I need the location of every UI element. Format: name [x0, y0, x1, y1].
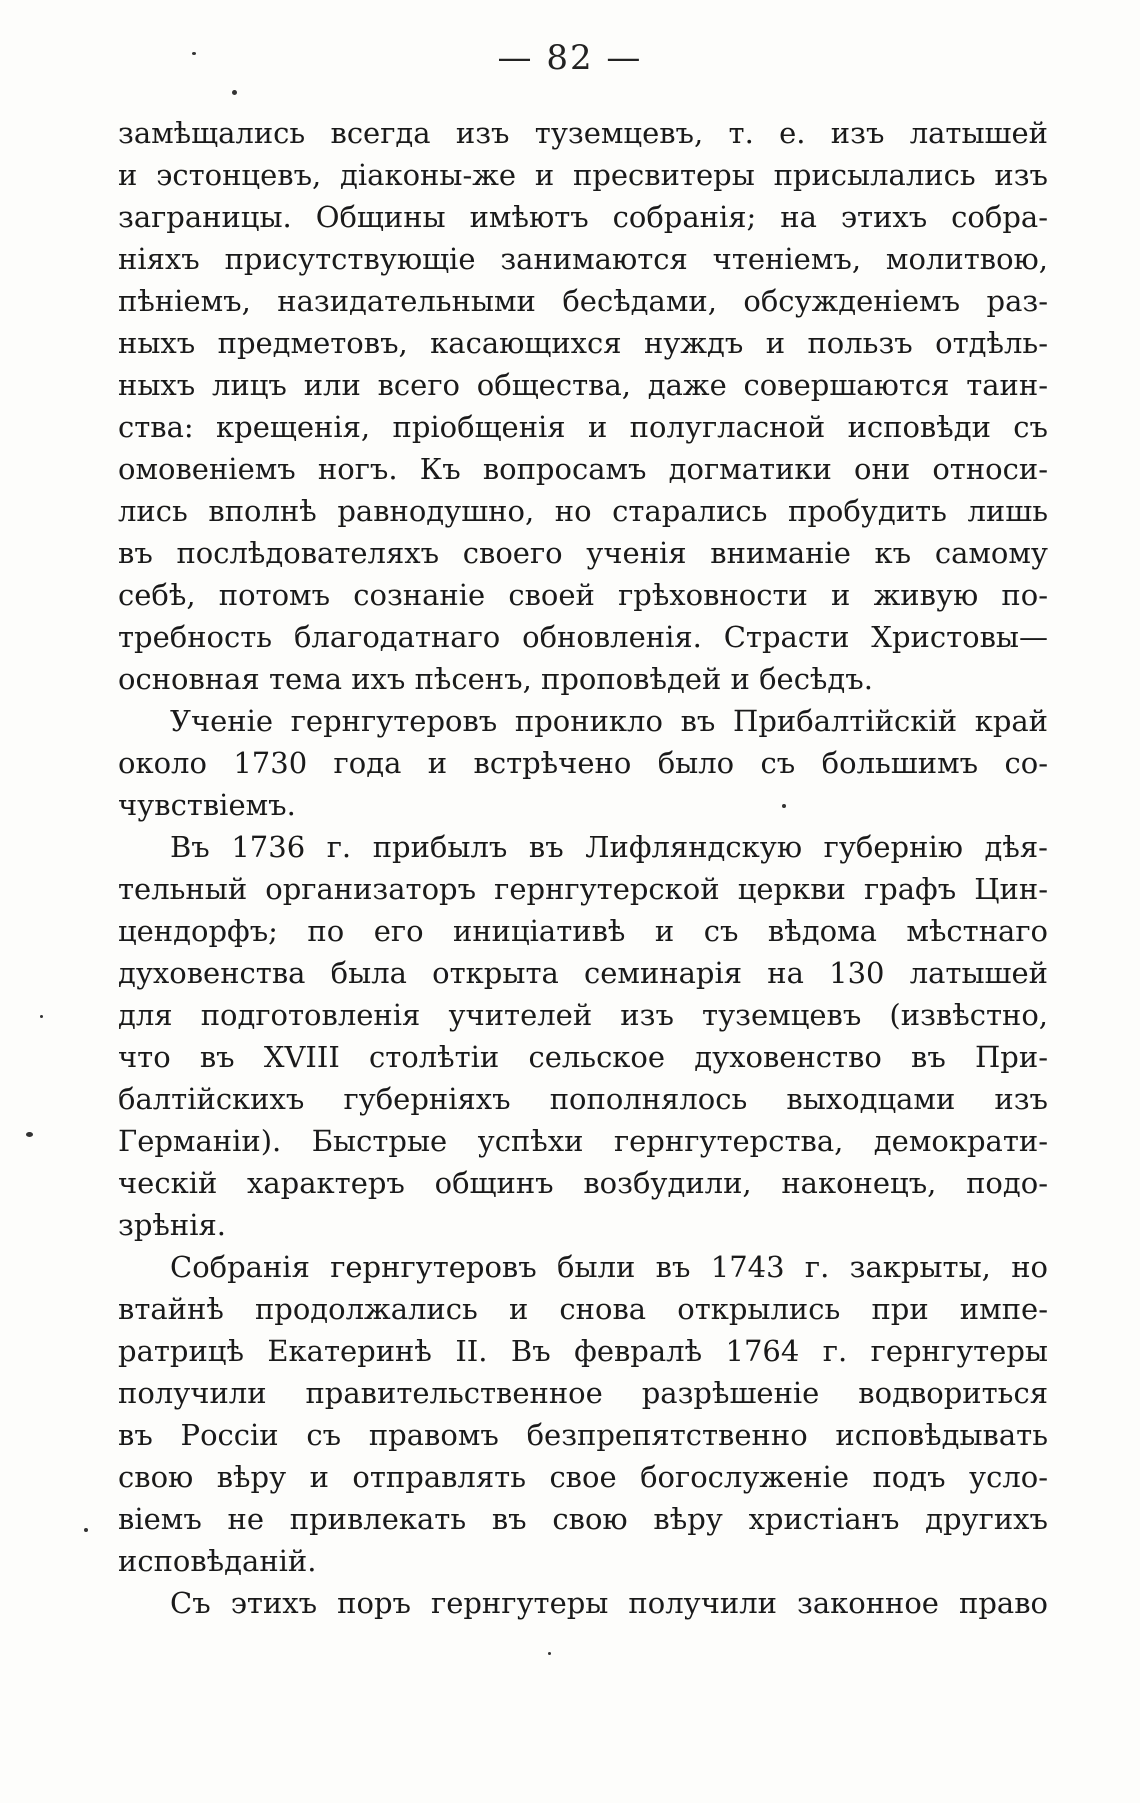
text-line: цендорфъ; по его иниціативѣ и съ вѣдома мѣстнаго — [118, 914, 1048, 948]
text-line: въ послѣдователяхъ своего ученія вниманіе къ самому — [118, 536, 1048, 570]
text-line: въ Россіи съ правомъ безпрепятственно исповѣдывать — [118, 1418, 1048, 1452]
paragraph-2 — [118, 700, 1048, 826]
scan-speck — [26, 1132, 33, 1137]
text-line: себѣ, потомъ сознаніе своей грѣховности и живую по- — [118, 578, 1048, 612]
text-line: втайнѣ продолжались и снова открылись при импе- — [118, 1292, 1048, 1326]
text-line: балтійскихъ губерніяхъ пополнялось выходцами изъ — [118, 1082, 1048, 1116]
text-line: ныхъ предметовъ, касающихся нуждъ и пользъ отдѣль- — [118, 326, 1048, 360]
text-line: Съ этихъ поръ гернгутеры получили законное право — [170, 1586, 1048, 1620]
body-text — [118, 112, 1048, 1624]
text-line: ныхъ лицъ или всего общества, даже совершаются таин- — [118, 368, 1048, 402]
text-line: для подготовленія учителей изъ туземцевъ (извѣстно, — [118, 998, 1048, 1032]
paragraph-1 — [118, 112, 1048, 700]
text-line: основная тема ихъ пѣсенъ, проповѣдей и бесѣдъ. — [118, 662, 873, 696]
text-line: ства: крещенія, пріобщенія и полугласной исповѣди съ — [118, 410, 1048, 444]
scan-speck — [84, 1528, 88, 1532]
text-line: Въ 1736 г. прибылъ въ Лифляндскую губернію дѣя- — [170, 830, 1048, 864]
text-line: пѣніемъ, назидательными бесѣдами, обсужденіемъ раз- — [118, 284, 1048, 318]
text-line: около 1730 года и встрѣчено было съ большимъ со- — [118, 746, 1048, 780]
text-line: духовенства была открыта семинарія на 130 латышей — [118, 956, 1048, 990]
text-line: зрѣнія. — [118, 1208, 226, 1242]
scan-speck — [40, 1015, 43, 1018]
text-line: ратрицѣ Екатеринѣ II. Въ февралѣ 1764 г. гернгутеры — [118, 1334, 1048, 1368]
scan-speck — [232, 90, 237, 95]
text-line: ніяхъ присутствующіе занимаются чтеніемъ, молитвою, — [118, 242, 1048, 276]
text-line: исповѣданій. — [118, 1544, 317, 1578]
text-line: ческій характеръ общинъ возбудили, наконецъ, подо- — [118, 1166, 1048, 1200]
scan-speck — [782, 804, 786, 808]
text-line: Ученіе гернгутеровъ проникло въ Прибалтійскій край — [170, 704, 1048, 738]
text-line: тельный организаторъ гернгутерской церкви графъ Цин- — [118, 872, 1048, 906]
paragraph-5 — [118, 1582, 1048, 1624]
scan-speck — [192, 52, 196, 55]
text-line: Германіи). Быстрые успѣхи гернгутерства, демократи- — [118, 1124, 1048, 1158]
paragraph-4 — [118, 1246, 1048, 1582]
text-line: лись вполнѣ равнодушно, но старались пробудить лишь — [118, 494, 1048, 528]
text-line: чувствіемъ. — [118, 788, 296, 822]
text-line: замѣщались всегда изъ туземцевъ, т. е. изъ латышей — [118, 116, 1048, 150]
text-line: заграницы. Общины имѣютъ собранія; на этихъ собра- — [118, 200, 1048, 234]
text-line: Собранія гернгутеровъ были въ 1743 г. закрыты, но — [170, 1250, 1048, 1284]
text-line: свою вѣру и отправлять свое богослуженіе подъ усло- — [118, 1460, 1048, 1494]
page-number: — 82 — — [497, 38, 643, 78]
text-line: віемъ не привлекать въ свою вѣру христіанъ другихъ — [118, 1502, 1048, 1536]
text-line: получили правительственное разрѣшеніе водвориться — [118, 1376, 1048, 1410]
scan-speck — [548, 1652, 551, 1655]
text-line: что въ XVIII столѣтіи сельское духовенство въ При- — [118, 1040, 1048, 1074]
paragraph-3 — [118, 826, 1048, 1246]
text-line: и эстонцевъ, діаконы-же и пресвитеры присылались изъ — [118, 158, 1048, 192]
text-line: требность благодатнаго обновленія. Страсти Христовы— — [118, 620, 1048, 654]
text-line: омовеніемъ ногъ. Къ вопросамъ догматики они относи- — [118, 452, 1048, 486]
